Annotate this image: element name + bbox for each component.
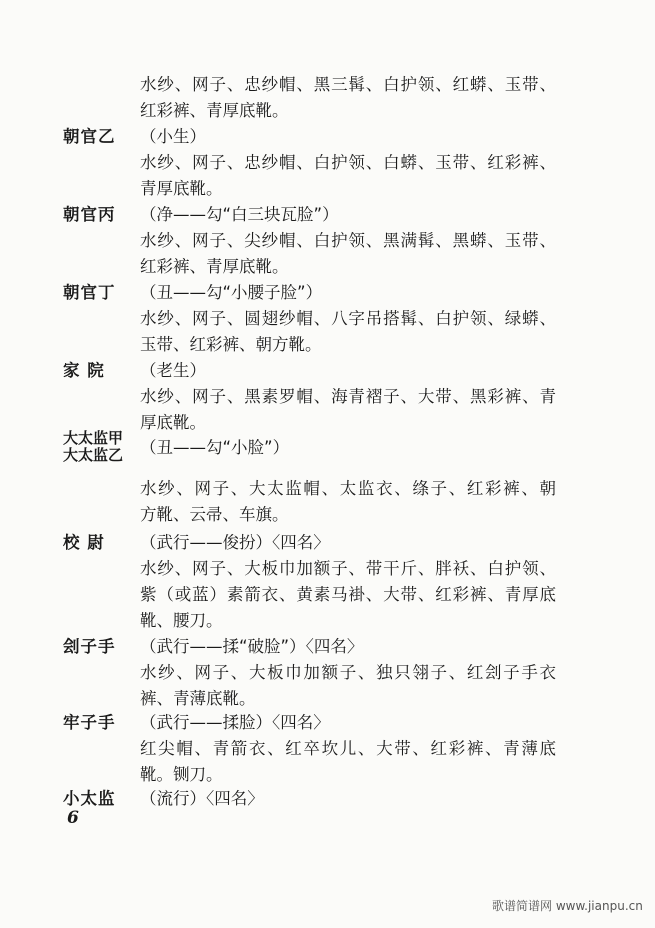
role-note: （丑——勾“小腰子脸”）: [140, 283, 323, 302]
costume-line: 靴、腰刀。: [140, 611, 223, 630]
costume-line: 紫（或蓝）素箭衣、黄素马褂、大带、红彩裤、青厚底: [140, 585, 556, 604]
role-name: 朝官丙: [63, 205, 116, 224]
costume-line: 红彩裤、青厚底靴。: [140, 257, 289, 276]
role-name: 朝官丁: [63, 283, 116, 302]
costume-line: 红尖帽、青箭衣、红卒坎儿、大带、红彩裤、青薄底: [140, 739, 556, 758]
costume-line: 厚底靴。: [140, 413, 206, 432]
role-name: 牢子手: [63, 713, 116, 732]
role-name: 校 尉: [63, 533, 105, 552]
costume-line: 青厚底靴。: [140, 179, 223, 198]
costume-line: 红彩裤、青厚底靴。: [140, 101, 289, 120]
page-number: 6: [67, 808, 79, 828]
role-name: 大太监乙: [63, 446, 124, 464]
role-name: 小太监: [63, 789, 116, 808]
role-name: 朝官乙: [63, 127, 116, 146]
costume-line: 水纱、网子、黑素罗帽、海青褶子、大带、黑彩裤、青: [140, 387, 556, 406]
costume-line: 水纱、网子、大板巾加额子、独只翎子、红刽子手衣: [140, 663, 556, 682]
costume-line: 水纱、网子、圆翅纱帽、八字吊搭髯、白护领、绿蟒、: [140, 309, 556, 328]
watermark: 歌谱简谱网 www.jianpu.cn: [492, 899, 643, 913]
role-name: 刽子手: [63, 637, 116, 656]
costume-line: 靴。铡刀。: [140, 765, 223, 784]
costume-line: 水纱、网子、忠纱帽、黑三髯、白护领、红蟒、玉带、: [140, 75, 556, 94]
role-note: （武行——揉脸）〈四名〉: [140, 713, 330, 732]
role-note: （净——勾“白三块瓦脸”）: [140, 205, 339, 224]
costume-line: 水纱、网子、忠纱帽、白护领、白蟒、玉带、红彩裤、: [140, 153, 556, 172]
costume-line: 水纱、网子、大板巾加额子、带干斤、胖袄、白护领、: [140, 559, 556, 578]
role-note: （武行——揉“破脸”）〈四名〉: [140, 637, 364, 656]
costume-line: 水纱、网子、大太监帽、太监衣、绦子、红彩裤、朝: [140, 479, 556, 498]
costume-line: 裤、青薄底靴。: [140, 689, 256, 708]
costume-line: 玉带、红彩裤、朝方靴。: [140, 335, 322, 354]
role-note: （武行——俊扮）〈四名〉: [140, 533, 330, 552]
role-name-pair: [63, 430, 123, 464]
costume-line: 方靴、云帚、车旗。: [140, 505, 289, 524]
role-note: （老生）: [140, 361, 206, 380]
role-note: （流行）〈四名〉: [140, 789, 264, 808]
costume-line: 水纱、网子、尖纱帽、白护领、黑满髯、黑蟒、玉带、: [140, 231, 556, 250]
role-note: （小生）: [140, 127, 206, 146]
role-name: 大太监甲: [63, 429, 124, 447]
role-name: 家 院: [63, 361, 105, 380]
role-note: （丑——勾“小脸”）: [140, 438, 290, 457]
